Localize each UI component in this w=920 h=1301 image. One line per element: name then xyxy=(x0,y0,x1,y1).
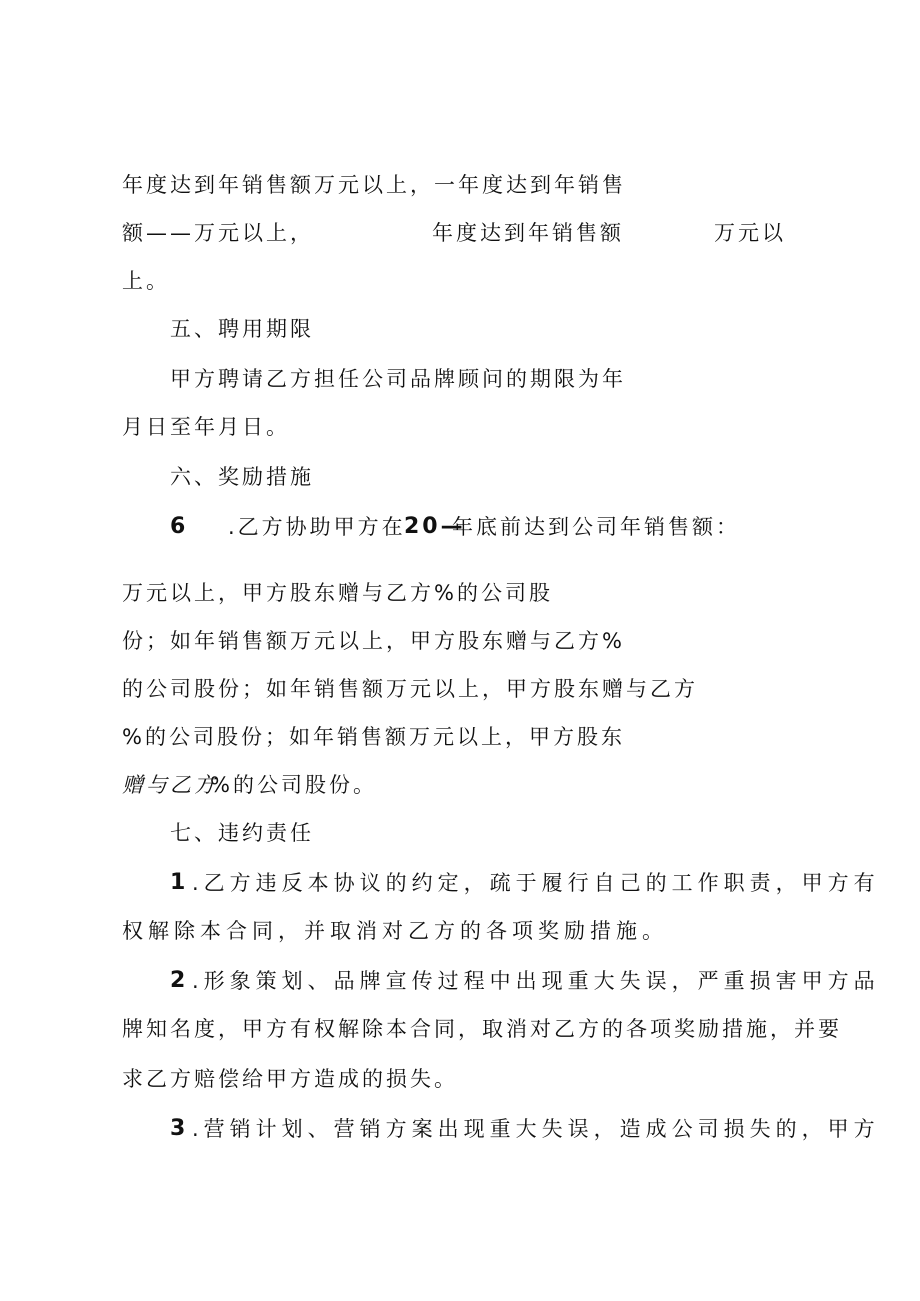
text-line: %的公司股份。 xyxy=(210,773,377,797)
text-line: 年度达到年销售额 xyxy=(432,221,624,245)
text-line: 的公司股份；如年销售额万元以上，甲方股东赠与乙方 xyxy=(122,677,698,701)
text-line: 20— xyxy=(404,514,466,539)
text-line: 赠与乙方 xyxy=(122,773,218,797)
item-number: 1 xyxy=(170,870,189,895)
section-heading: 六、奖励措施 xyxy=(170,465,314,489)
text-line: .形象策划、品牌宣传过程中出现重大失误，严重损害甲方品 xyxy=(192,969,880,993)
text-line: 权解除本合同，并取消对乙方的各项奖励措施。 xyxy=(122,919,668,943)
item-number: 3 xyxy=(170,1116,189,1141)
text-line: 甲方聘请乙方担任公司品牌顾问的期限为年 xyxy=(170,367,626,391)
text-line: 年度达到年销售额万元以上，一年度达到年销售 xyxy=(122,173,626,197)
item-number: 2 xyxy=(170,968,189,993)
text-line: 上。 xyxy=(122,269,170,293)
text-line: .营销计划、营销方案出现重大失误，造成公司损失的，甲方 xyxy=(192,1117,880,1141)
text-line: 万元以 xyxy=(714,221,786,245)
text-line: 求乙方赔偿给甲方造成的损失。 xyxy=(122,1067,458,1091)
text-line: 万元以上，甲方股东赠与乙方%的公司股 xyxy=(122,581,553,605)
text-line: 月日至年月日。 xyxy=(122,415,290,439)
text-line: 额——万元以上， xyxy=(122,221,314,245)
text-line: %的公司股份；如年销售额万元以上，甲方股东 xyxy=(122,725,625,749)
text-line: 牌知名度，甲方有权解除本合同，取消对乙方的各项奖励措施，并要 xyxy=(122,1017,842,1041)
text-line: .乙方协助甲方在 xyxy=(228,515,406,539)
section-heading: 七、违约责任 xyxy=(170,821,314,845)
text-line: 份；如年销售额万元以上，甲方股东赠与乙方% xyxy=(122,629,625,653)
item-number: 6 xyxy=(170,514,189,539)
section-heading: 五、聘用期限 xyxy=(170,317,314,341)
text-line: .乙方违反本协议的约定，疏于履行自己的工作职责，甲方有 xyxy=(192,871,880,895)
text-line: 年底前达到公司年销售额： xyxy=(452,515,740,539)
